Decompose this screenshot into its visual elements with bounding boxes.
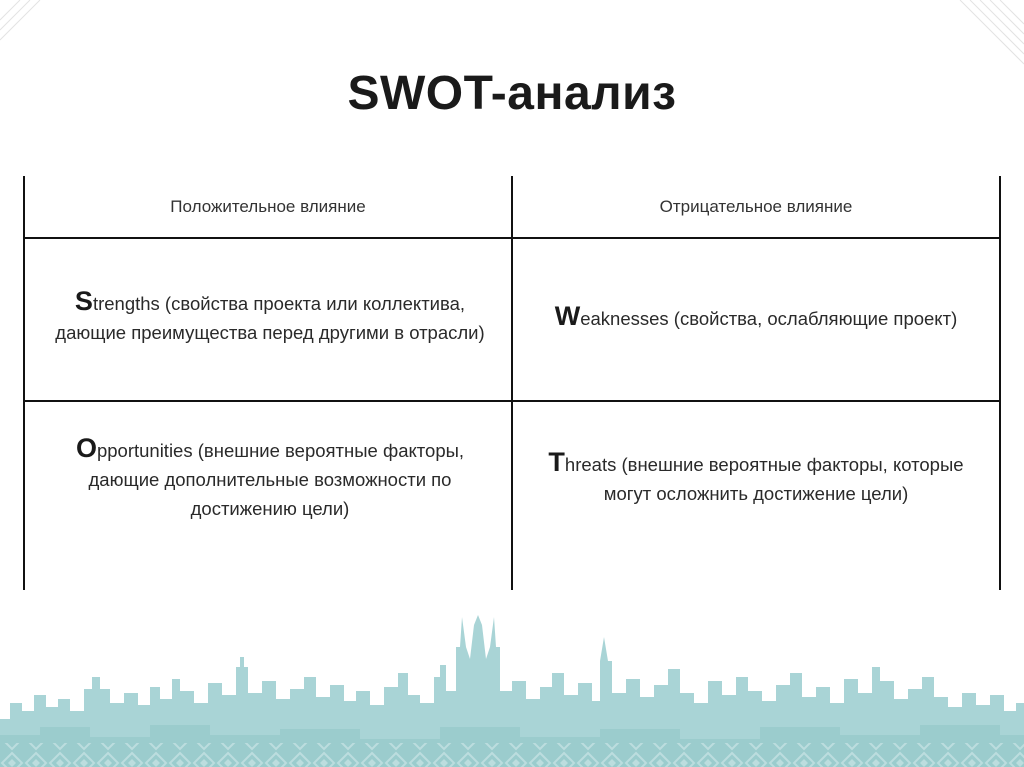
- threats-text: [529, 448, 983, 508]
- weaknesses-cell: [513, 239, 999, 400]
- header-negative-influence: Отрицательное влияние: [659, 197, 853, 216]
- swot-table: [23, 176, 1001, 592]
- opportunities-initial: O: [75, 432, 97, 463]
- slide-title: SWOT-анализ: [347, 67, 677, 120]
- weaknesses-initial: W: [554, 301, 581, 331]
- opportunities-description: pportunities (внешние вероятные факторы, дающие дополнительные возможности по достижению цели): [88, 439, 465, 519]
- threats-cell: [513, 402, 999, 552]
- threats-initial: T: [548, 447, 565, 477]
- opportunities-text: [45, 434, 495, 523]
- weaknesses-text: [555, 302, 958, 333]
- weaknesses-description: eaknesses (свойства, ослабляющие проект): [580, 308, 958, 329]
- threats-description: hreats (внешние вероятные факторы, которые могут осложнить достижение цели): [564, 454, 964, 504]
- strengths-text: [45, 287, 495, 347]
- opportunities-cell: [29, 402, 511, 552]
- strengths-description: trengths (свойства проекта или коллектива, дающие преимущества перед другими в отрасли): [55, 292, 485, 343]
- header-positive-influence: Положительное влияние: [170, 197, 366, 216]
- strengths-cell: [29, 239, 511, 400]
- city-skyline-illustration: [0, 607, 1024, 767]
- strengths-initial: S: [74, 285, 93, 316]
